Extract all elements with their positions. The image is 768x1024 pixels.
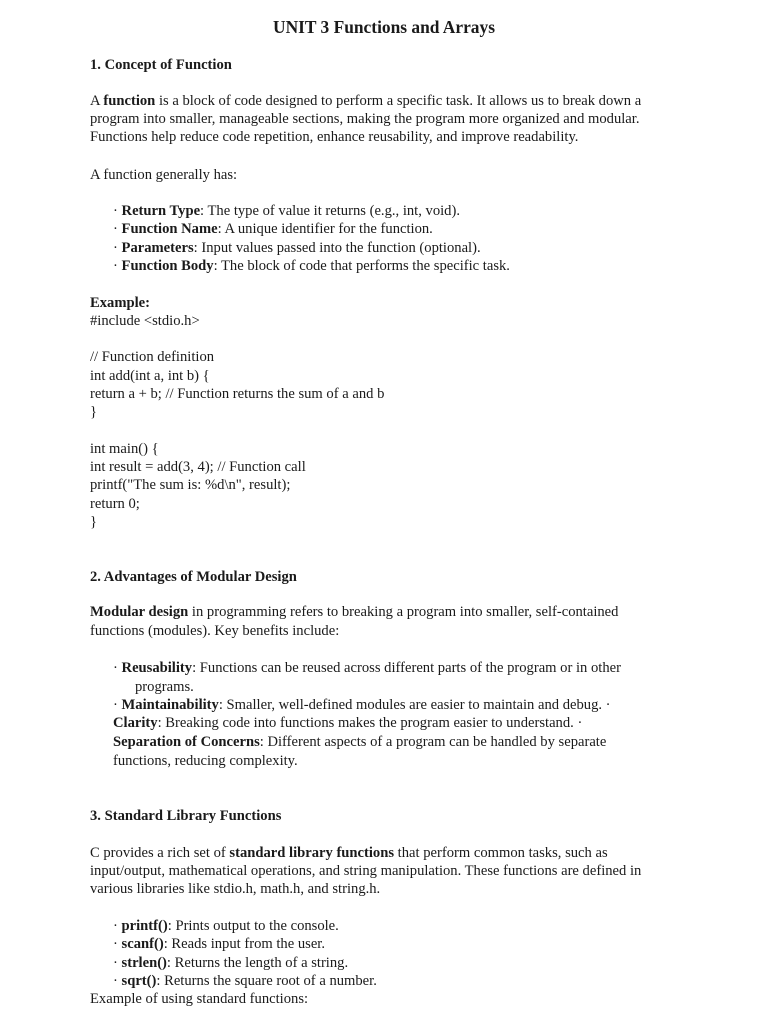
paragraph-line: C provides a rich set of standard library functions that perform common tasks, such as [90,845,608,861]
paragraph-line: A function is a block of code designed to perform a specific task. It allows us to break down a [90,93,642,109]
code-line: int main() { [90,441,159,457]
page-title: UNIT 3 Functions and Arrays [273,17,495,37]
paragraph-line: input/output, mathematical operations, and string manipulation. These functions are defined in [90,863,642,879]
paragraph-line: Example of using standard functions: [90,991,309,1007]
code-line: } [90,404,98,420]
list-item: · Function Name: A unique identifier for the function. [113,221,433,237]
section-heading: 1. Concept of Function [90,57,232,73]
paragraph-line: Modular design in programming refers to breaking a program into smaller, self-contained [90,604,619,620]
code-line: } [90,514,98,530]
list-item-continuation: programs. [135,679,194,695]
paragraph-line: functions (modules). Key benefits include: [90,623,340,639]
list-item: · Return Type: The type of value it returns (e.g., int, void). [113,203,460,219]
paragraph-line: program into smaller, manageable sections, making the program more organized and modular. [90,111,640,127]
list-item: · strlen(): Returns the length of a string. [113,955,349,971]
list-item: Clarity: Breaking code into functions makes the program easier to understand. · [113,715,583,731]
section-heading: 3. Standard Library Functions [90,808,282,824]
section-heading: 2. Advantages of Modular Design [90,569,297,585]
code-line: int result = add(3, 4); // Function call [90,459,306,475]
list-item: · sqrt(): Returns the square root of a number. [113,973,377,989]
code-line: return a + b; // Function returns the sum of a and b [90,386,385,402]
list-item: Separation of Concerns: Different aspects of a program can be handled by separate [113,734,607,750]
paragraph-line: A function generally has: [90,167,238,183]
list-item: · printf(): Prints output to the console. [113,918,339,934]
code-line: int add(int a, int b) { [90,368,210,384]
code-line: // Function definition [90,349,215,365]
code-line: printf("The sum is: %d\n", result); [90,477,291,493]
list-item: · scanf(): Reads input from the user. [113,936,326,952]
example-label: Example: [90,295,150,311]
code-line: return 0; [90,496,140,512]
paragraph-line: Functions help reduce code repetition, enhance reusability, and improve readability. [90,129,579,145]
list-item: · Parameters: Input values passed into the function (optional). [113,240,481,256]
code-line: #include <stdio.h> [90,313,200,329]
list-item-continuation: functions, reducing complexity. [113,753,298,769]
list-item: · Reusability: Functions can be reused across different parts of the program or in other [113,660,621,676]
list-item: · Function Body: The block of code that performs the specific task. [113,258,510,274]
paragraph-line: various libraries like stdio.h, math.h, and string.h. [90,881,381,897]
list-item: · Maintainability: Smaller, well-defined modules are easier to maintain and debug. · [113,697,611,713]
